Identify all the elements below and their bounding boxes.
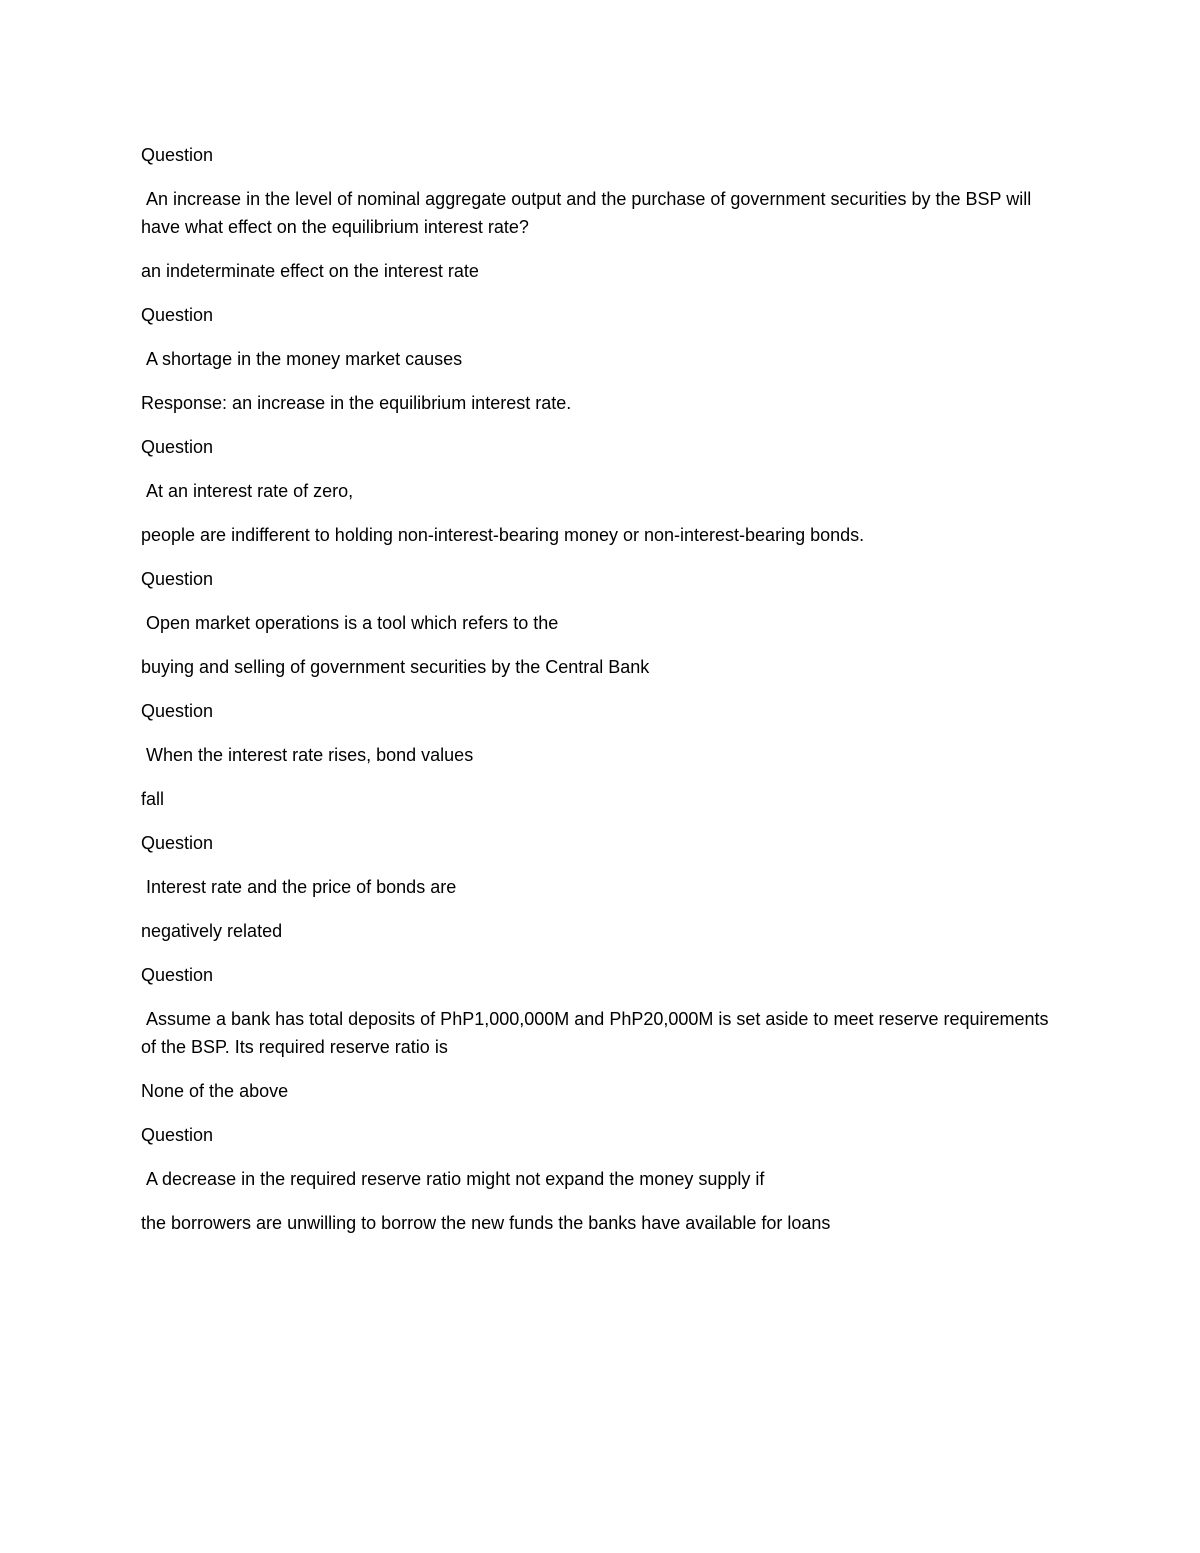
question-text: An increase in the level of nominal aggregate output and the purchase of government securities by the BSP will have what effect on the equilibrium interest rate? [141,189,1037,237]
question-heading: Question [141,833,214,853]
question-text: Interest rate and the price of bonds are [141,877,457,897]
question-text: A decrease in the required reserve ratio might not expand the money supply if [141,1169,765,1189]
answer-text: the borrowers are unwilling to borrow the new funds the banks have available for loans [141,1213,831,1233]
question-text: Assume a bank has total deposits of PhP1,000,000M and PhP20,000M is set aside to meet reserve requirements of the BSP. Its required reserve ratio is [141,1009,1054,1057]
question-heading: Question [141,145,214,165]
answer-text: buying and selling of government securities by the Central Bank [141,657,650,677]
answer-text: Response: an increase in the equilibrium interest rate. [141,393,572,413]
question-heading: Question [141,437,214,457]
question-heading: Question [141,569,214,589]
question-text: Open market operations is a tool which refers to the [141,613,559,633]
answer-text: people are indifferent to holding non-interest-bearing money or non-interest-bearing bonds. [141,525,865,545]
question-text: When the interest rate rises, bond values [141,745,474,765]
question-text: At an interest rate of zero, [141,481,354,501]
document-body [141,141,1061,1253]
answer-text: fall [141,789,165,809]
answer-text: an indeterminate effect on the interest rate [141,261,479,281]
question-heading: Question [141,1125,214,1145]
answer-text: None of the above [141,1081,289,1101]
answer-text: negatively related [141,921,283,941]
question-text: A shortage in the money market causes [141,349,463,369]
question-heading: Question [141,701,214,721]
question-heading: Question [141,305,214,325]
question-heading: Question [141,965,214,985]
